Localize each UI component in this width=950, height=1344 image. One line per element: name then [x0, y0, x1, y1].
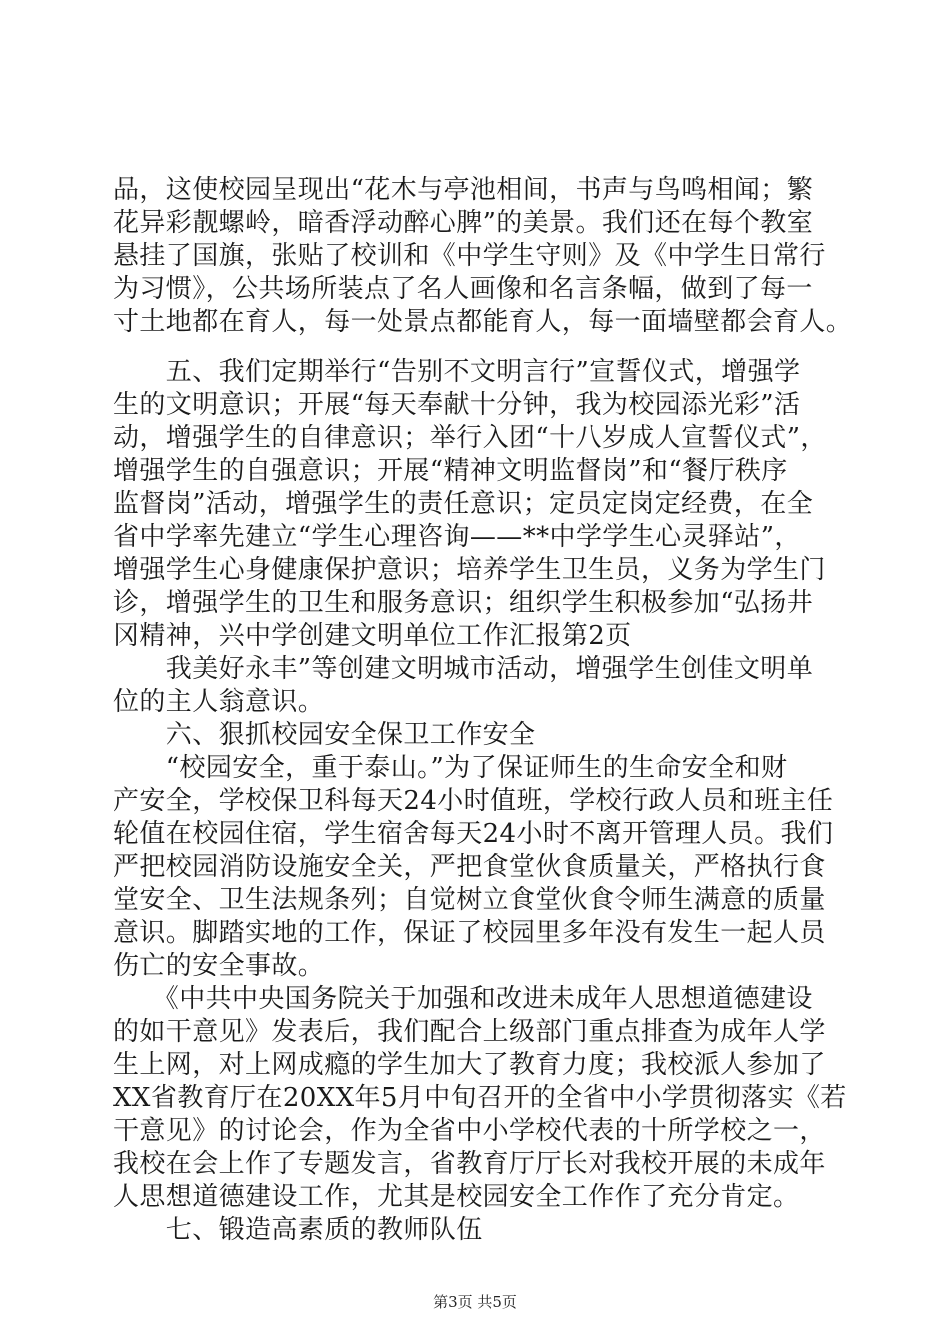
text-line: 诊，增强学生的卫生和服务意识；组织学生积极参加“弘扬井	[113, 588, 814, 618]
text-line: 位的主人翁意识。	[113, 687, 325, 717]
text-line: 生上网，对上网成瘾的学生加大了教育力度；我校派人参加了	[113, 1050, 826, 1080]
text-line: 五、我们定期举行“告别不文明言行”宣誓仪式，增强学	[113, 357, 801, 387]
text-line: 寸土地都在育人，每一处景点都能育人，每一面墙壁都会育人。	[113, 307, 853, 337]
text-line: 我校在会上作了专题发言，省教育厅厅长对我校开展的未成年	[113, 1149, 826, 1179]
text-line: 省中学率先建立“学生心理咨询——**中学学生心灵驿站”，	[113, 522, 801, 552]
text-line: 为习惯》，公共场所装点了名人画像和名言条幅，做到了每一	[113, 274, 813, 304]
text-line: 伤亡的安全事故。	[113, 951, 325, 981]
text-line: 生的文明意识；开展“每天奉献十分钟，我为校园添光彩”活	[113, 390, 801, 420]
text-line: XX省教育厅在20XX年5月中旬召开的全省中小学贯彻落实《若	[113, 1083, 847, 1113]
text-line: 的如干意见》发表后，我们配合上级部门重点排查为成年人学	[113, 1017, 826, 1047]
section-heading: 六、狠抓校园安全保卫工作安全	[113, 720, 536, 750]
text-line: 悬挂了国旗，张贴了校训和《中学生守则》及《中学生日常行	[113, 241, 826, 271]
text-line: “校园安全，重于泰山。”为了保证师生的生命安全和财	[113, 753, 788, 783]
text-line: 严把校园消防设施安全关，严把食堂伙食质量关，严格执行食	[113, 852, 826, 882]
text-line: 产安全，学校保卫科每天24小时值班，学校行政人员和班主任	[113, 786, 834, 816]
section-heading: 七、锻造高素质的教师队伍	[113, 1215, 483, 1245]
text-line: 意识。脚踏实地的工作，保证了校园里多年没有发生一起人员	[113, 918, 826, 948]
text-line: 增强学生的自强意识；开展“精神文明监督岗”和“餐厅秩序	[113, 456, 788, 486]
text-line: 冈精神，兴中学创建文明单位工作汇报第2页	[113, 621, 632, 651]
text-line: 花异彩靓螺岭，暗香浮动醉心脾”的美景。我们还在每个教室	[113, 208, 814, 238]
text-line: 《中共中央国务院关于加强和改进未成年人思想道德建设	[113, 984, 813, 1014]
text-line: 人思想道德建设工作，尤其是校园安全工作作了充分肯定。	[113, 1182, 800, 1212]
text-line: 增强学生心身健康保护意识；培养学生卫生员，义务为学生门	[113, 555, 826, 585]
text-line: 动，增强学生的自律意识；举行入团“十八岁成人宣誓仪式”，	[113, 423, 827, 453]
text-line: 我美好永丰”等创建文明城市活动，增强学生创佳文明单	[113, 654, 814, 684]
text-line: 干意见》的讨论会，作为全省中小学校代表的十所学校之一，	[113, 1116, 826, 1146]
text-line: 堂安全、卫生法规条列；自觉树立食堂伙食令师生满意的质量	[113, 885, 826, 915]
text-line: 品，这使校园呈现出“花木与亭池相间，书声与鸟鸣相闻；繁	[113, 175, 814, 205]
page-footer: 第3页 共5页	[433, 1293, 517, 1311]
text-line: 轮值在校园住宿，学生宿舍每天24小时不离开管理人员。我们	[113, 819, 834, 849]
text-line: 监督岗”活动，增强学生的责任意识；定员定岗定经费，在全	[113, 489, 814, 519]
